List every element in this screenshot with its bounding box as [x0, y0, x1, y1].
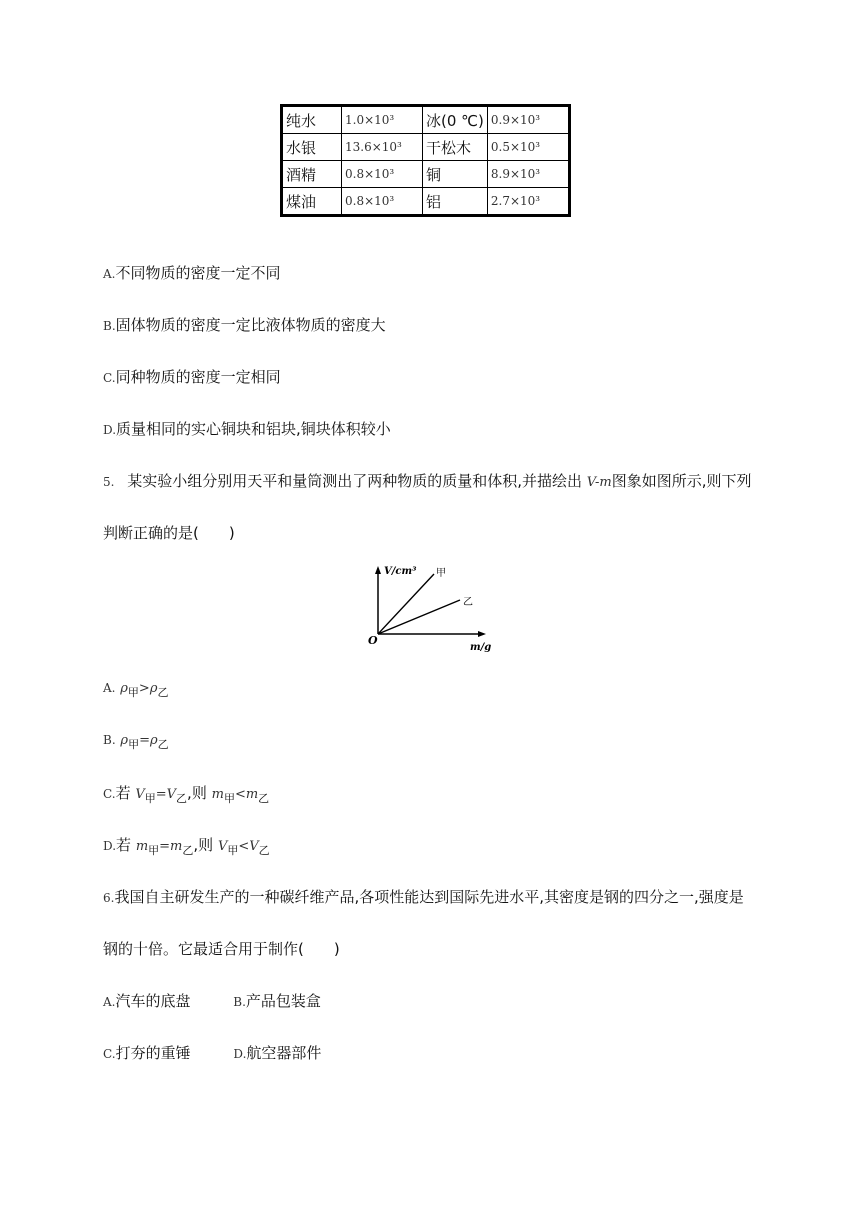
option-text: 打夯的重锤	[115, 1044, 191, 1062]
option-letter: C.	[103, 787, 116, 801]
subscript: 乙	[258, 792, 270, 805]
option-letter: B.	[103, 733, 116, 747]
variable: m	[135, 839, 149, 854]
option-letter: D.	[103, 423, 117, 437]
table-cell: 铝	[423, 188, 488, 216]
stem-text: 图象如图所示,则下列	[611, 472, 752, 490]
table-cell: 冰(0 ℃)	[423, 106, 488, 134]
vm-graph	[360, 560, 500, 656]
q4-option-c	[103, 366, 281, 387]
subscript: 甲	[227, 844, 239, 857]
table-cell: 1.0×10³	[342, 106, 423, 134]
option-text: 汽车的底盘	[115, 992, 191, 1010]
subscript: 乙	[176, 792, 188, 805]
x-axis-label: m/g	[470, 642, 492, 653]
q4-option-b	[103, 314, 386, 335]
relation: =	[139, 733, 150, 748]
stem-text: 我国自主研发生产的一种碳纤维产品,各项性能达到国际先进水平,其密度是钢的四分之一,强度是	[114, 888, 744, 906]
option-letter: C.	[103, 1047, 116, 1061]
q6-stem-line2: 钢的十倍。它最适合用于制作( )	[103, 940, 340, 958]
q6-stem	[103, 886, 744, 907]
table-row	[282, 134, 570, 161]
table-cell: 13.6×10³	[342, 134, 423, 161]
line-yi	[378, 600, 460, 634]
option-text: 同种物质的密度一定相同	[115, 368, 281, 386]
table-row	[282, 106, 570, 134]
q5-option-a	[103, 678, 169, 699]
q5-stem-line2: 判断正确的是( )	[103, 524, 235, 542]
stem-variable: V-m	[586, 475, 612, 490]
q6-option-d	[233, 1044, 321, 1062]
variable: =V	[155, 787, 177, 802]
option-letter: A.	[103, 267, 116, 281]
option-text: 不同物质的密度一定不同	[115, 264, 281, 282]
table-cell: 8.9×10³	[487, 161, 569, 188]
y-axis-arrow	[375, 566, 381, 574]
variable: V	[135, 787, 145, 802]
option-text: 质量相同的实心铜块和铝块,铜块体积较小	[116, 420, 391, 438]
subscript: 乙	[157, 738, 169, 751]
option-text: 若	[116, 836, 132, 854]
subscript: 甲	[223, 792, 235, 805]
q5-option-c	[103, 782, 269, 803]
option-letter: D.	[233, 1047, 247, 1061]
q6-option-c	[103, 1044, 191, 1062]
option-letter: B.	[233, 995, 246, 1009]
option-text: ,则	[187, 784, 207, 802]
q4-option-d	[103, 418, 391, 439]
table-cell: 纯水	[282, 106, 342, 134]
y-axis-label: V/cm³	[384, 566, 417, 577]
option-letter: A.	[103, 995, 116, 1009]
option-text: 若	[115, 784, 131, 802]
subscript: 乙	[258, 844, 270, 857]
subscript: 甲	[128, 738, 140, 751]
q6-option-b	[233, 992, 321, 1010]
variable: <m	[234, 787, 259, 802]
table-cell: 2.7×10³	[487, 188, 569, 216]
question-number: 6.	[103, 891, 115, 905]
question-number: 5.	[103, 475, 115, 489]
variable: =m	[159, 839, 183, 854]
subscript: 乙	[157, 686, 169, 699]
option-text: ,则	[193, 836, 214, 854]
q6-options-row2	[103, 1042, 321, 1063]
density-table	[280, 104, 571, 217]
subscript: 乙	[182, 844, 194, 857]
q6-options-row1	[103, 990, 321, 1011]
variable: <V	[238, 839, 259, 854]
line-jia	[378, 574, 434, 634]
q4-option-a	[103, 262, 281, 283]
table-cell: 铜	[423, 161, 488, 188]
q6-option-a	[103, 992, 191, 1010]
table-cell: 水银	[282, 134, 342, 161]
relation: >	[138, 681, 150, 696]
line-jia-label: 甲	[436, 568, 446, 579]
variable: V	[217, 839, 228, 854]
option-letter: D.	[103, 839, 117, 853]
option-text: 航空器部件	[246, 1044, 322, 1062]
option-letter: A.	[103, 681, 116, 695]
option-letter: B.	[103, 319, 116, 333]
table-cell: 酒精	[282, 161, 342, 188]
table-cell: 煤油	[282, 188, 342, 216]
x-axis-arrow	[478, 631, 486, 637]
table-cell: 0.8×10³	[342, 161, 423, 188]
origin-label: O	[368, 634, 378, 647]
subscript: 甲	[127, 686, 139, 699]
table-cell: 0.8×10³	[342, 188, 423, 216]
table-cell: 0.9×10³	[487, 106, 569, 134]
rho-symbol: ρ	[120, 733, 129, 748]
option-text: 固体物质的密度一定比液体物质的密度大	[115, 316, 386, 334]
table-row	[282, 188, 570, 216]
option-text: 产品包装盒	[245, 992, 321, 1010]
rho-symbol: ρ	[120, 681, 128, 696]
q5-option-b	[103, 730, 169, 751]
option-letter: C.	[103, 371, 116, 385]
table-cell: 干松木	[423, 134, 488, 161]
variable: m	[211, 787, 224, 802]
table-row	[282, 161, 570, 188]
q5-stem	[103, 470, 752, 491]
rho-symbol: ρ	[149, 681, 158, 696]
subscript: 甲	[148, 844, 160, 857]
q5-option-d	[103, 834, 270, 855]
line-yi-label: 乙	[463, 597, 473, 608]
rho-symbol: ρ	[149, 733, 158, 748]
table-cell: 0.5×10³	[487, 134, 569, 161]
stem-text: 某实验小组分别用天平和量筒测出了两种物质的质量和体积,并描绘出	[127, 472, 583, 490]
subscript: 甲	[144, 792, 156, 805]
